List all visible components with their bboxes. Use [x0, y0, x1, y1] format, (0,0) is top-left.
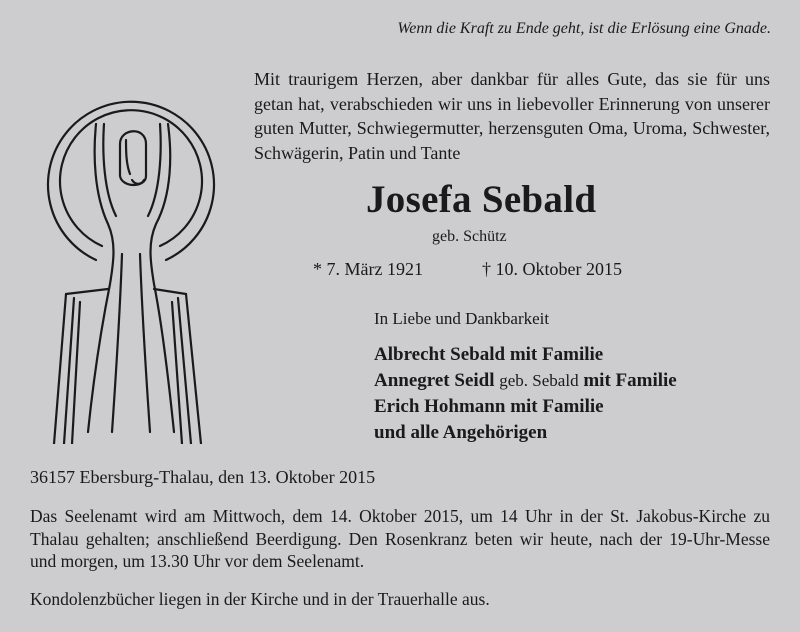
risen-figure-in-circle-icon: [36, 84, 226, 444]
death-date: † 10. Oktober 2015: [482, 259, 622, 279]
mourner-line: und alle Angehörigen: [374, 422, 548, 443]
mourner-line: Annegret Seidl geb. Sebald mit Familie: [374, 370, 677, 391]
deceased-name: Josefa Sebald: [366, 178, 597, 221]
mourners-list: [374, 342, 677, 446]
condolence-info: Kondolenzbücher liegen in der Kirche und in der Trauerhalle aus.: [30, 589, 490, 609]
mourner-line: Albrecht Sebald mit Familie: [374, 344, 604, 365]
mourner-line: Erich Hohmann mit Familie: [374, 396, 604, 417]
gratitude-line: In Liebe und Dankbarkeit: [374, 309, 550, 328]
birth-date: * 7. März 1921: [313, 259, 423, 279]
motto: Wenn die Kraft zu Ende geht, ist die Erlösung eine Gnade.: [397, 20, 771, 37]
maiden-name: geb. Schütz: [432, 228, 507, 245]
intro-text: Mit traurigem Herzen, aber dankbar für alles Gute, das sie für uns getan hat, verabschieden wir uns in liebevoller Erinnerung von unserer guten Mutter, Schwiegermutter, herzensguten Oma, Uroma, Schwester, Schwägerin, Patin und Tante: [254, 69, 770, 163]
place-date: 36157 Ebersburg-Thalau, den 13. Oktober 2015: [30, 467, 376, 487]
service-info: Das Seelenamt wird am Mittwoch, dem 14. Oktober 2015, um 14 Uhr in der St. Jakobus-Kirche zu Thalau gehalten; anschließend Beerdigung. Den Rosenkranz beten wir heute, nach der 19-Uhr-Messe und morgen, um 13.30 Uhr vor dem Seelenamt.: [30, 506, 770, 571]
